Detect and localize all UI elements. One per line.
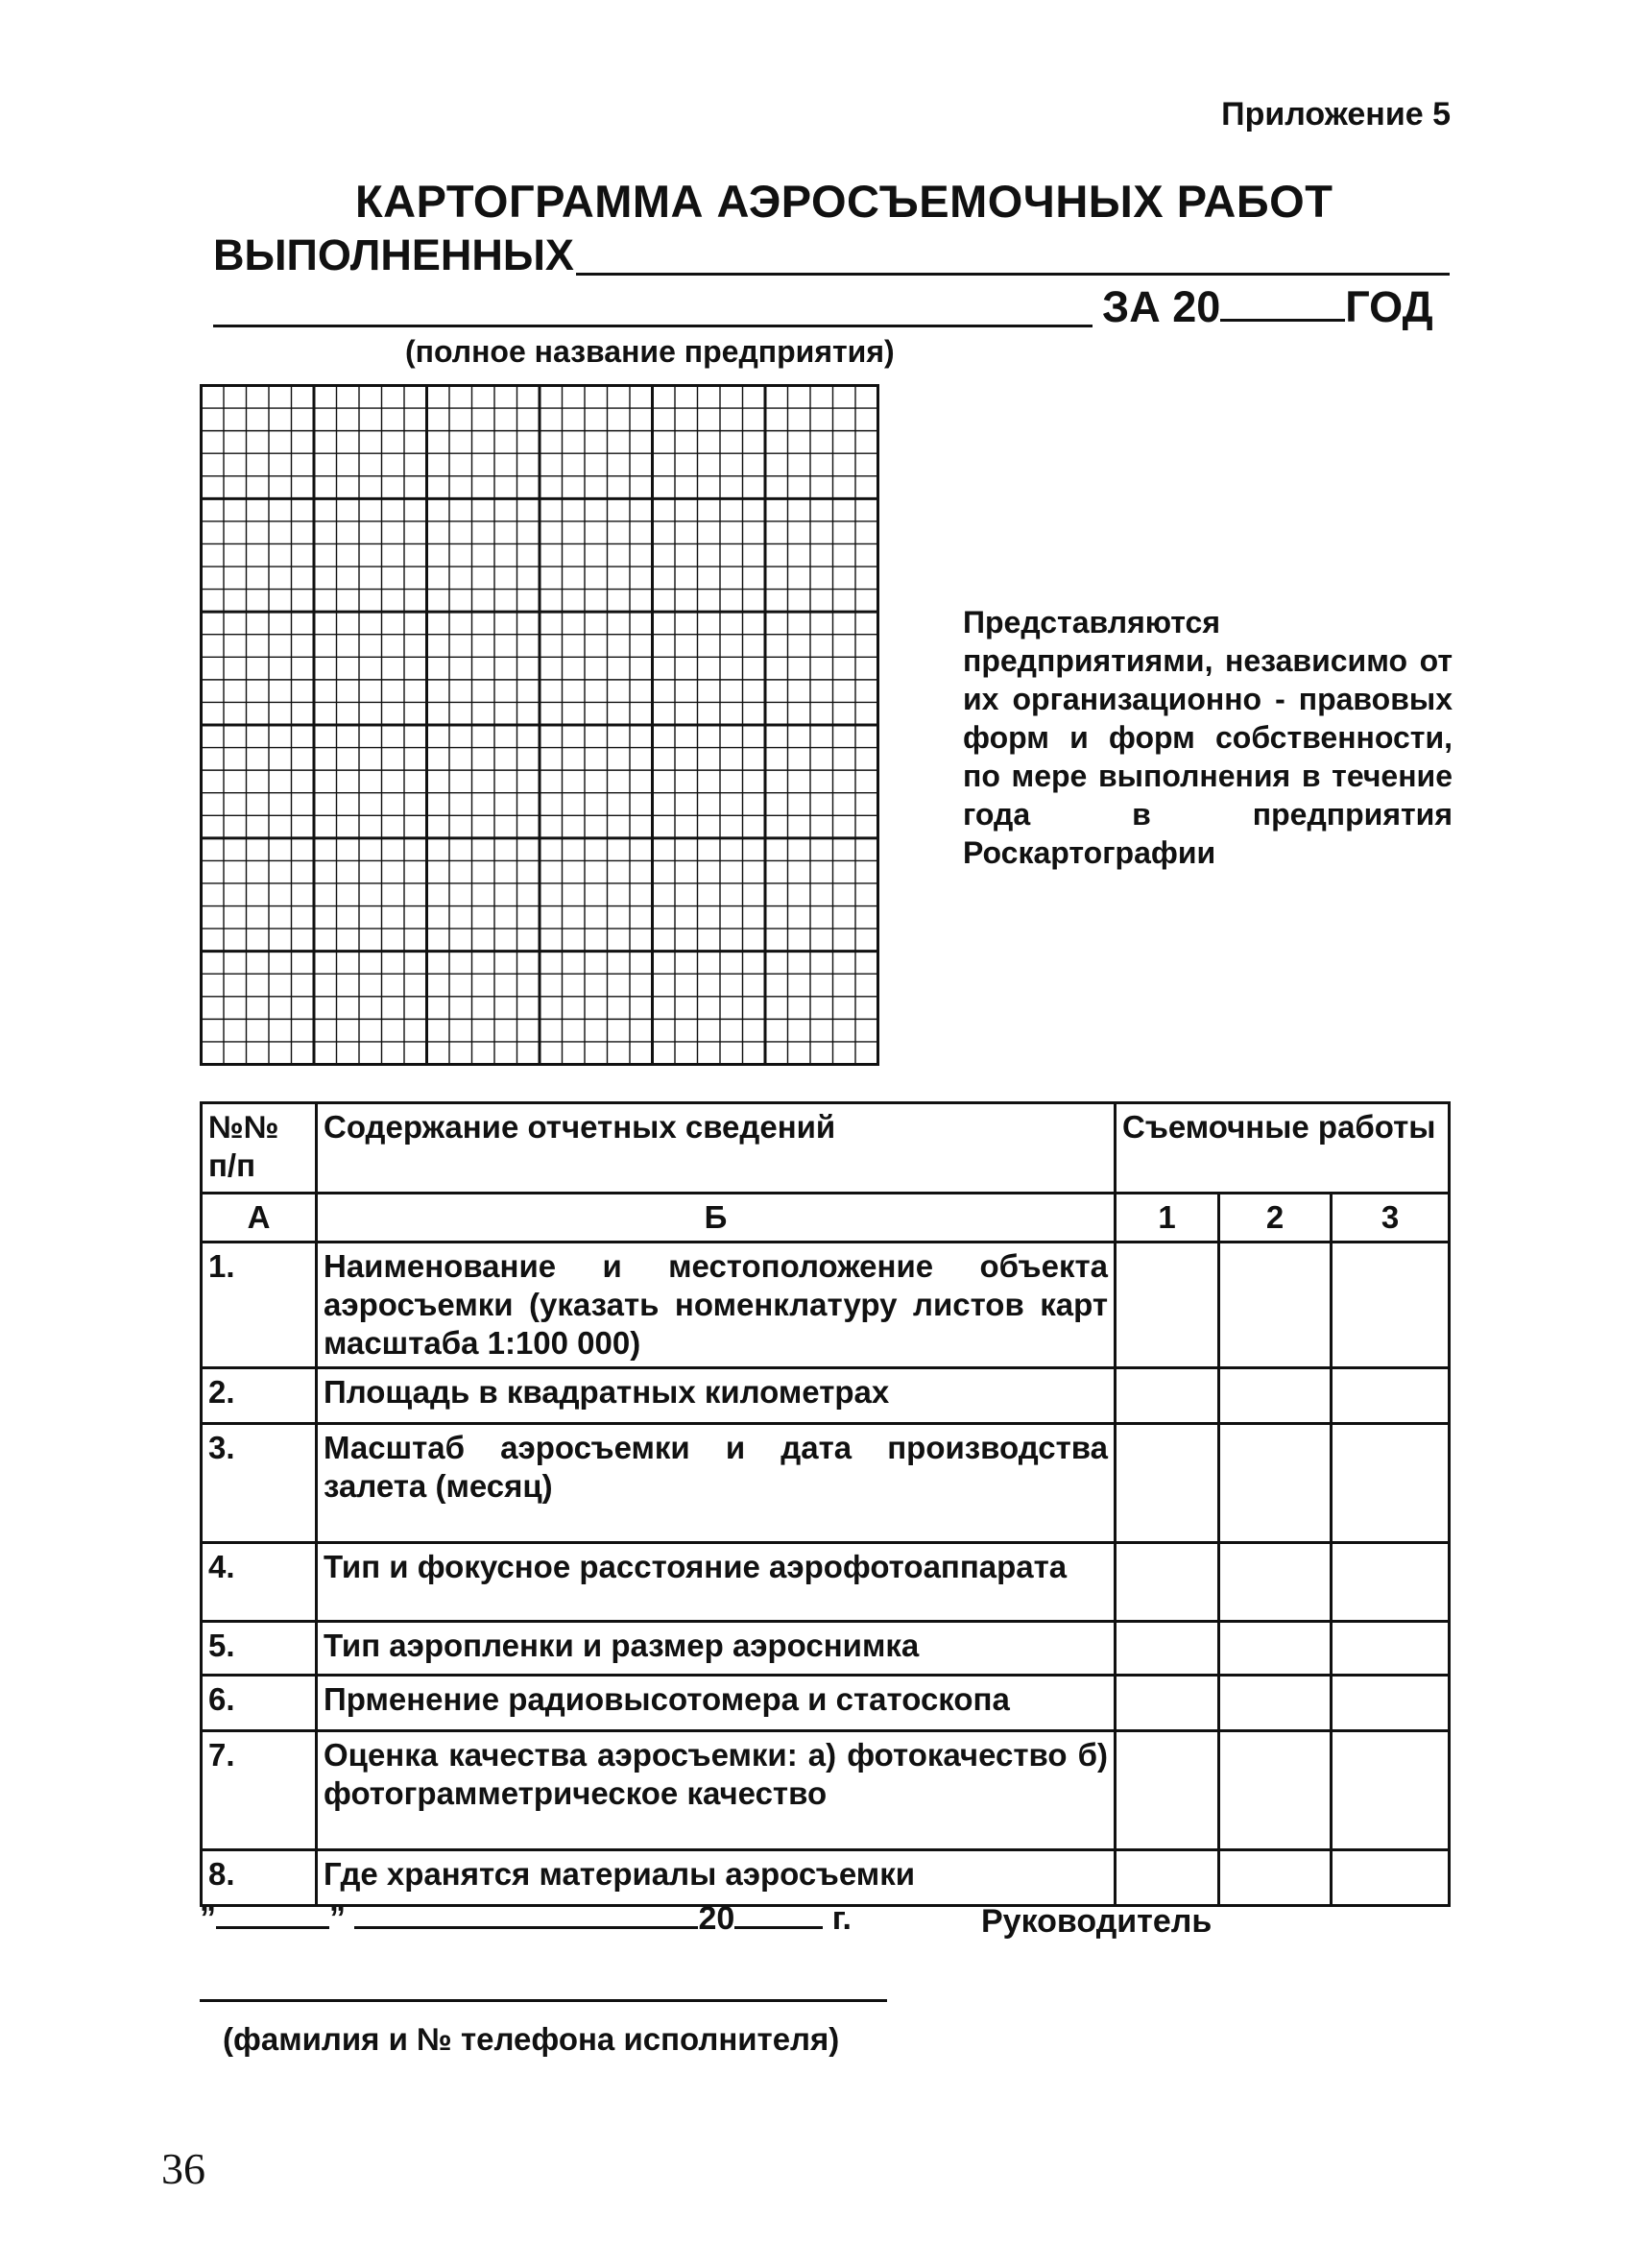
year-prefix: ЗА 20 bbox=[1102, 282, 1221, 331]
header-works: Съемочные работы bbox=[1116, 1103, 1450, 1194]
table-subheader-row bbox=[202, 1194, 1450, 1243]
works-cell-1[interactable] bbox=[1116, 1676, 1219, 1731]
date-line bbox=[200, 1897, 852, 1938]
works-cell-2[interactable] bbox=[1219, 1368, 1332, 1424]
row-content: Площадь в квадратных километрах bbox=[317, 1368, 1116, 1424]
header-num: №№ п/п bbox=[202, 1103, 317, 1194]
subheader-1: 1 bbox=[1116, 1194, 1219, 1243]
date-suffix: г. bbox=[831, 1900, 852, 1937]
works-cell-3[interactable] bbox=[1332, 1676, 1450, 1731]
works-cell-1[interactable] bbox=[1116, 1850, 1219, 1906]
table-row bbox=[202, 1622, 1450, 1676]
date-year: 20 bbox=[698, 1900, 735, 1937]
subheader-a: А bbox=[202, 1194, 317, 1243]
row-number: 1. bbox=[202, 1243, 317, 1368]
works-cell-2[interactable] bbox=[1219, 1543, 1332, 1622]
works-cell-1[interactable] bbox=[1116, 1368, 1219, 1424]
date-open-quote: ” bbox=[200, 1900, 216, 1937]
table-row bbox=[202, 1543, 1450, 1622]
row-content: Прменение радиовысотомера и статоскопа bbox=[317, 1676, 1116, 1731]
submission-note: Представляются предприятиями, независимо от их организационно - правовых форм и форм собственности, по мере выполнения в течение года в предприятия Роскартографии bbox=[963, 605, 1453, 870]
works-cell-1[interactable] bbox=[1116, 1543, 1219, 1622]
row-number: 4. bbox=[202, 1543, 317, 1622]
row-content: Оценка качества аэросъемки: а) фотокачество б) фотограмметрическое качество bbox=[317, 1731, 1116, 1850]
year-blank[interactable] bbox=[1220, 282, 1345, 322]
day-blank[interactable] bbox=[216, 1897, 329, 1929]
year-suffix: ГОД bbox=[1345, 282, 1433, 331]
works-cell-3[interactable] bbox=[1332, 1850, 1450, 1906]
works-cell-2[interactable] bbox=[1219, 1850, 1332, 1906]
row-content: Тип аэропленки и размер аэроснимка bbox=[317, 1622, 1116, 1676]
works-cell-1[interactable] bbox=[1116, 1731, 1219, 1850]
contact-caption: (фамилия и № телефона исполнителя) bbox=[223, 2021, 840, 2057]
subheader-3: 3 bbox=[1332, 1194, 1450, 1243]
works-cell-3[interactable] bbox=[1332, 1543, 1450, 1622]
works-cell-2[interactable] bbox=[1219, 1676, 1332, 1731]
header-content: Содержание отчетных сведений bbox=[317, 1103, 1116, 1194]
works-cell-3[interactable] bbox=[1332, 1243, 1450, 1368]
works-cell-3[interactable] bbox=[1332, 1731, 1450, 1850]
works-cell-2[interactable] bbox=[1219, 1424, 1332, 1543]
year-digits-blank[interactable] bbox=[734, 1897, 823, 1929]
table-row bbox=[202, 1424, 1450, 1543]
cartogram-grid-svg bbox=[200, 384, 879, 1066]
row-content: Тип и фокусное расстояние аэрофотоаппарата bbox=[317, 1543, 1116, 1622]
table-row bbox=[202, 1368, 1450, 1424]
works-cell-1[interactable] bbox=[1116, 1243, 1219, 1368]
works-cell-1[interactable] bbox=[1116, 1622, 1219, 1676]
table-row bbox=[202, 1243, 1450, 1368]
table-header-row bbox=[202, 1103, 1450, 1194]
subheader-2: 2 bbox=[1219, 1194, 1332, 1243]
row-number: 2. bbox=[202, 1368, 317, 1424]
subheader-b: Б bbox=[317, 1194, 1116, 1243]
works-cell-3[interactable] bbox=[1332, 1424, 1450, 1543]
works-cell-2[interactable] bbox=[1219, 1731, 1332, 1850]
appendix-label: Приложение 5 bbox=[1221, 96, 1451, 133]
works-cell-3[interactable] bbox=[1332, 1368, 1450, 1424]
table-row bbox=[202, 1676, 1450, 1731]
page-number: 36 bbox=[161, 2144, 205, 2193]
date-close-quote: ” bbox=[329, 1900, 346, 1937]
head-signature-label: Руководитель bbox=[981, 1903, 1213, 1940]
row-content: Масштаб аэросъемки и дата производства залета (месяц) bbox=[317, 1424, 1116, 1543]
month-blank[interactable] bbox=[354, 1897, 698, 1929]
row-number: 7. bbox=[202, 1731, 317, 1850]
enterprise-blank-1[interactable] bbox=[576, 273, 1450, 276]
enterprise-blank-2[interactable] bbox=[213, 325, 1093, 327]
row-content: Наименование и местоположение объекта аэросъемки (указать номенклатуру листов карт масштаба 1:100 000) bbox=[317, 1243, 1116, 1368]
cartogram-grid bbox=[200, 384, 879, 1066]
works-cell-1[interactable] bbox=[1116, 1424, 1219, 1543]
year-field bbox=[1102, 282, 1433, 332]
row-number: 3. bbox=[202, 1424, 317, 1543]
row-content: Где хранятся материалы аэросъемки bbox=[317, 1850, 1116, 1906]
table-row bbox=[202, 1731, 1450, 1850]
row-number: 5. bbox=[202, 1622, 317, 1676]
row-number: 8. bbox=[202, 1850, 317, 1906]
works-cell-3[interactable] bbox=[1332, 1622, 1450, 1676]
enterprise-caption: (полное название предприятия) bbox=[405, 334, 895, 369]
report-table bbox=[200, 1101, 1451, 1907]
works-cell-2[interactable] bbox=[1219, 1622, 1332, 1676]
row-number: 6. bbox=[202, 1676, 317, 1731]
title-performed-label: ВЫПОЛНЕННЫХ bbox=[213, 230, 574, 279]
contact-blank[interactable] bbox=[200, 1999, 887, 2002]
document-title: КАРТОГРАММА АЭРОСЪЕМОЧНЫХ РАБОТ bbox=[355, 176, 1333, 227]
works-cell-2[interactable] bbox=[1219, 1243, 1332, 1368]
